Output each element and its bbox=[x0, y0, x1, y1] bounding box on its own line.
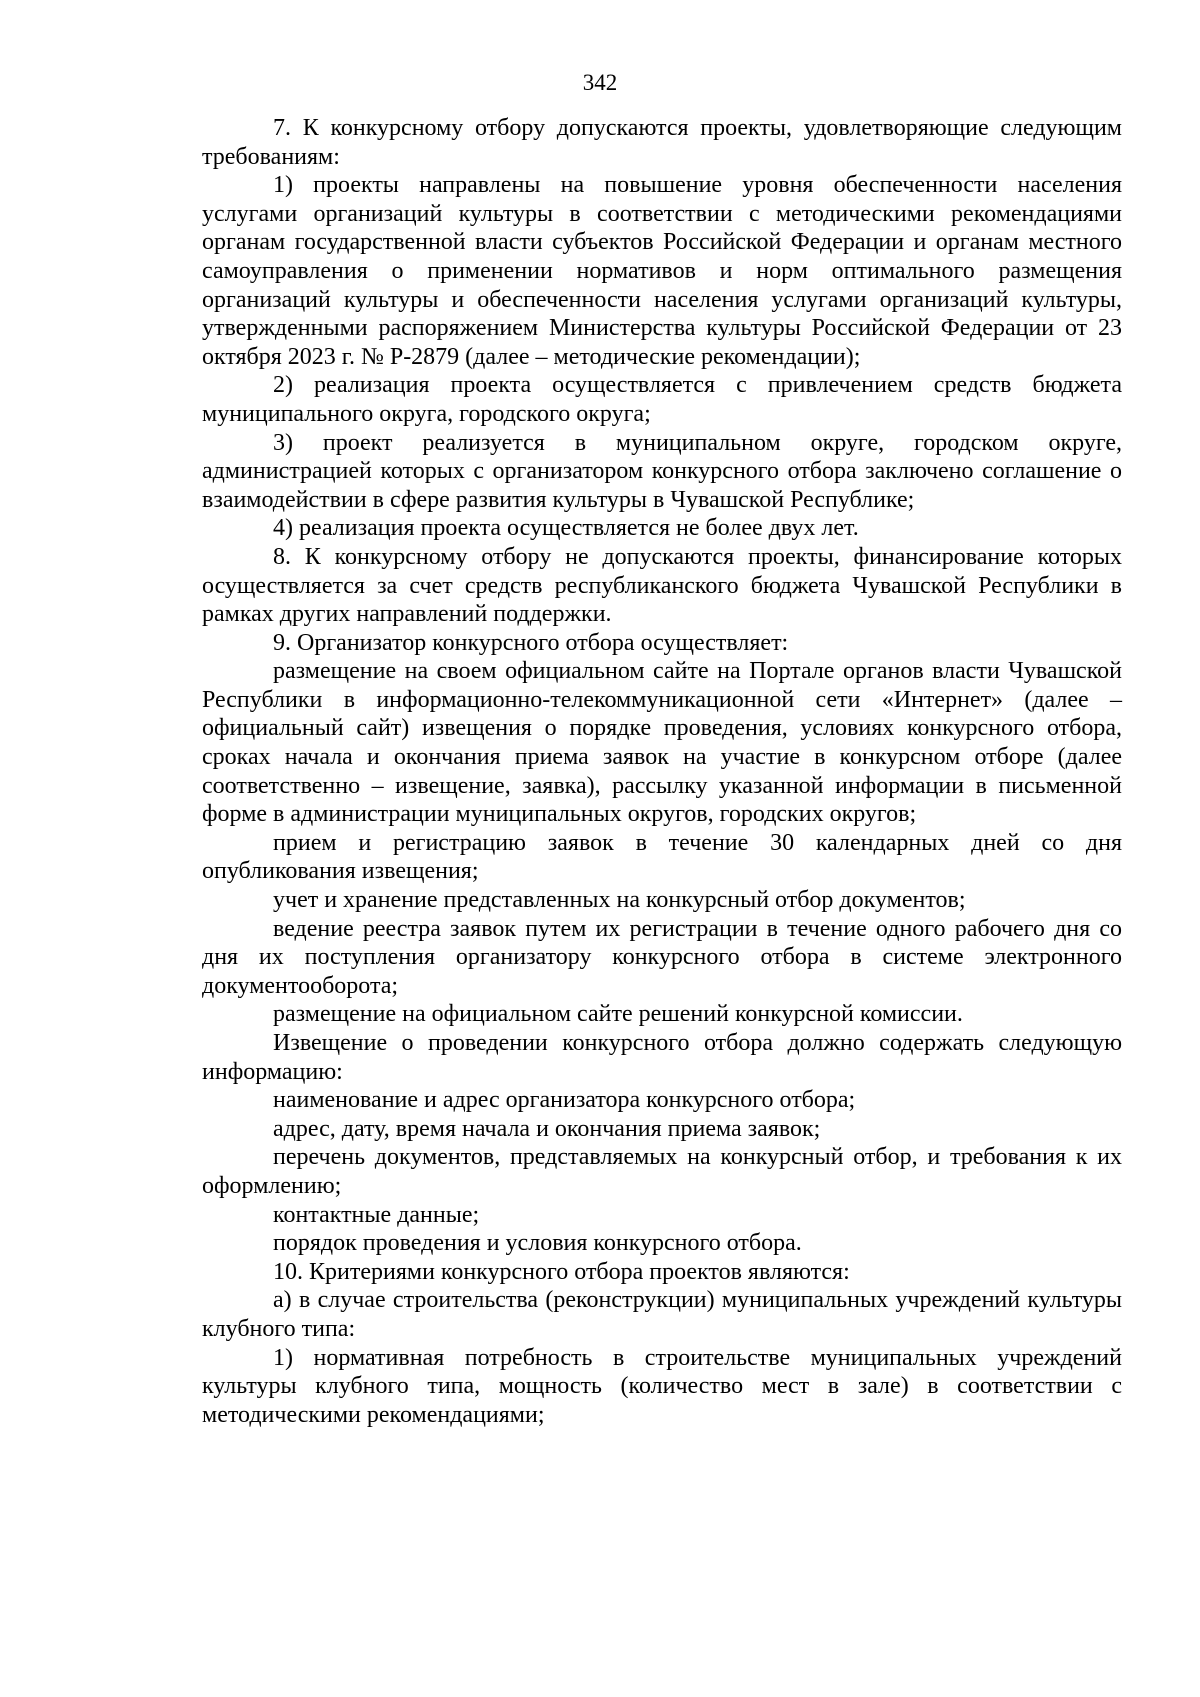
paragraph-7-item-3: 3) проект реализуется в муниципальном округе, городском округе, администрацией которых с организатором конкурсного отбора заключено соглашение о взаимодействии в сфере развития культуры в Чувашской Республике; bbox=[202, 429, 1122, 513]
paragraph-9-item-registry: ведение реестра заявок путем их регистрации в течение одного рабочего дня со дня их поступления организатору конкурсного отбора в системе электронного документооборота; bbox=[202, 915, 1122, 999]
paragraph-10-item-a: а) в случае строительства (реконструкции) муниципальных учреждений культуры клубного типа: bbox=[202, 1287, 1122, 1342]
paragraph-10-item-a-1: 1) нормативная потребность в строительстве муниципальных учреждений культуры клубного типа, мощность (количество мест в зале) в соответствии с методическими рекомендациями; bbox=[202, 1344, 1122, 1428]
paragraph-7-item-4: 4) реализация проекта осуществляется не более двух лет. bbox=[273, 515, 859, 542]
paragraph-notice-intro: Извещение о проведении конкурсного отбора должно содержать следующую информацию: bbox=[202, 1030, 1122, 1085]
paragraph-7-item-1: 1) проекты направлены на повышение уровня обеспеченности населения услугами организаций культуры в соответствии с методическими рекомендациями органам государственной власти субъектов Российской Федерации и органам местного самоуправления о применении нормативов и норм оптимального размещения организаций культуры и обеспеченности населения услугами организаций культуры, утвержденными распоряжением Министерства культуры Российской Федерации от 23 октября 2023 г. № Р-2879 (далее – методические рекомендации); bbox=[202, 172, 1122, 370]
paragraph-7-item-2: 2) реализация проекта осуществляется с привлечением средств бюджета муниципального округа, городского округа; bbox=[202, 372, 1122, 427]
paragraph-9-item-website: размещение на своем официальном сайте на Портале органов власти Чувашской Республики в информационно-телекоммуникационной сети «Интернет» (далее – официальный сайт) извещения о порядке проведения, условиях конкурсного отбора, сроках начала и окончания приема заявок на участие в конкурсном отборе (далее соответственно – извещение, заявка), рассылку указанной информации в письменной форме в администрации муниципальных округов, городских округов; bbox=[202, 658, 1122, 828]
paragraph-7-intro: 7. К конкурсному отбору допускаются проекты, удовлетворяющие следующим требованиям: bbox=[202, 115, 1122, 170]
document-body bbox=[202, 114, 1122, 1429]
paragraph-9-item-reception: прием и регистрацию заявок в течение 30 календарных дней со дня опубликования извещения; bbox=[202, 829, 1122, 885]
paragraph-8: 8. К конкурсному отбору не допускаются проекты, финансирование которых осуществляется за счет средств республиканского бюджета Чувашской Республики в рамках других направлений поддержки. bbox=[202, 543, 1122, 628]
paragraph-9-item-storage: учет и хранение представленных на конкурсный отбор документов; bbox=[273, 887, 966, 914]
paragraph-9-item-decisions: размещение на официальном сайте решений конкурсной комиссии. bbox=[273, 1001, 963, 1028]
paragraph-notice-name: наименование и адрес организатора конкурсного отбора; bbox=[273, 1087, 856, 1114]
page-number: 342 bbox=[582, 70, 618, 95]
paragraph-10-intro: 10. Критериями конкурсного отбора проектов являются: bbox=[273, 1258, 850, 1285]
paragraph-notice-procedure: порядок проведения и условия конкурсного отбора. bbox=[273, 1230, 802, 1257]
paragraph-notice-documents: перечень документов, представляемых на конкурсный отбор, и требования к их оформлению; bbox=[202, 1144, 1122, 1199]
paragraph-notice-dates: адрес, дату, время начала и окончания приема заявок; bbox=[273, 1115, 821, 1142]
paragraph-notice-contacts: контактные данные; bbox=[273, 1201, 480, 1228]
paragraph-9-intro: 9. Организатор конкурсного отбора осуществляет: bbox=[273, 629, 789, 656]
